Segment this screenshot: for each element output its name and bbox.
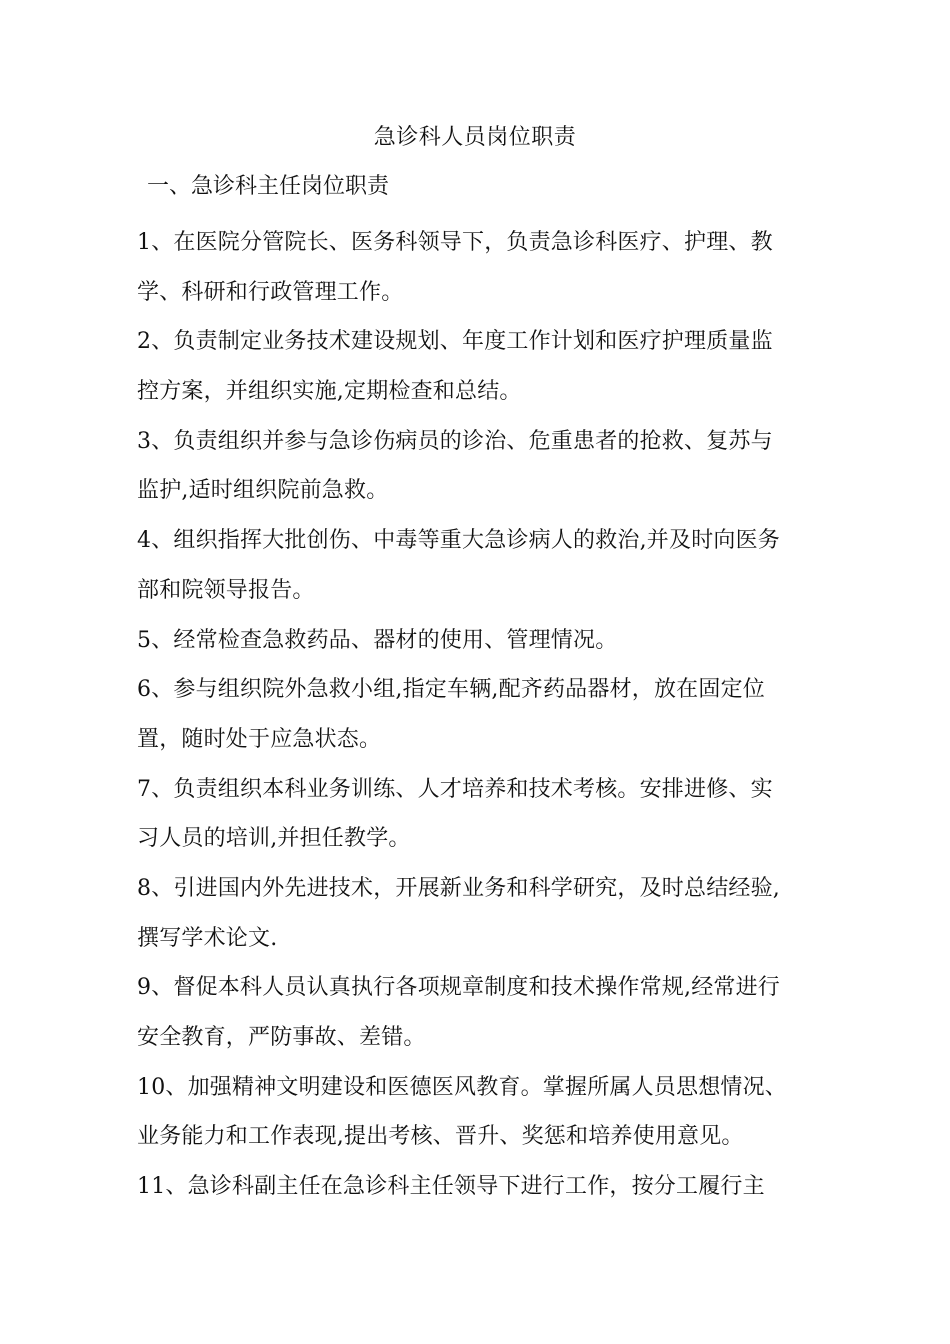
text-line: 习人员的培训,并担任教学。 <box>137 826 411 852</box>
text-line: 9、督促本科人员认真执行各项规章制度和技术操作常规,经常进行 <box>137 975 780 1001</box>
text-line: 8、引进国内外先进技术，开展新业务和科学研究，及时总结经验, <box>137 875 780 901</box>
text-line: 控方案，并组织实施,定期检查和总结。 <box>137 379 522 405</box>
text-line: 10、加强精神文明建设和医德医风教育。掌握所属人员思想情况、 <box>137 1074 787 1100</box>
document-title: 急诊科人员岗位职责 <box>373 125 577 150</box>
text-line: 5、经常检查急救药品、器材的使用、管理情况。 <box>137 627 618 653</box>
text-line: 部和院领导报告。 <box>137 577 315 603</box>
text-line: 7、负责组织本科业务训练、人才培养和技术考核。安排进修、实 <box>137 776 773 802</box>
text-line: 3、负责组织并参与急诊伤病员的诊治、危重患者的抢救、复苏与 <box>137 428 773 454</box>
text-line: 置，随时处于应急状态。 <box>137 726 382 752</box>
text-line: 6、参与组织院外急救小组,指定车辆,配齐药品器材，放在固定位 <box>137 677 765 703</box>
text-line: 1、在医院分管院长、医务科领导下，负责急诊科医疗、护理、教 <box>137 230 773 255</box>
text-line: 监护,适时组织院前急救。 <box>137 478 389 504</box>
text-line: 学、科研和行政管理工作。 <box>137 279 404 305</box>
text-line: 11、急诊科副主任在急诊科主任领导下进行工作，按分工履行主 <box>137 1174 765 1200</box>
text-line: 安全教育，严防事故、差错。 <box>137 1025 426 1050</box>
text-line: 4、组织指挥大批创伤、中毒等重大急诊病人的救治,并及时向医务 <box>137 528 780 554</box>
text-line: 撰写学术论文. <box>137 925 278 951</box>
document-body <box>137 218 827 1212</box>
section-heading: 一、急诊科主任岗位职责 <box>147 174 390 199</box>
text-line: 2、负责制定业务技术建设规划、年度工作计划和医疗护理质量监 <box>137 329 773 355</box>
text-line: 业务能力和工作表现,提出考核、晋升、奖惩和培养使用意见。 <box>137 1124 744 1150</box>
